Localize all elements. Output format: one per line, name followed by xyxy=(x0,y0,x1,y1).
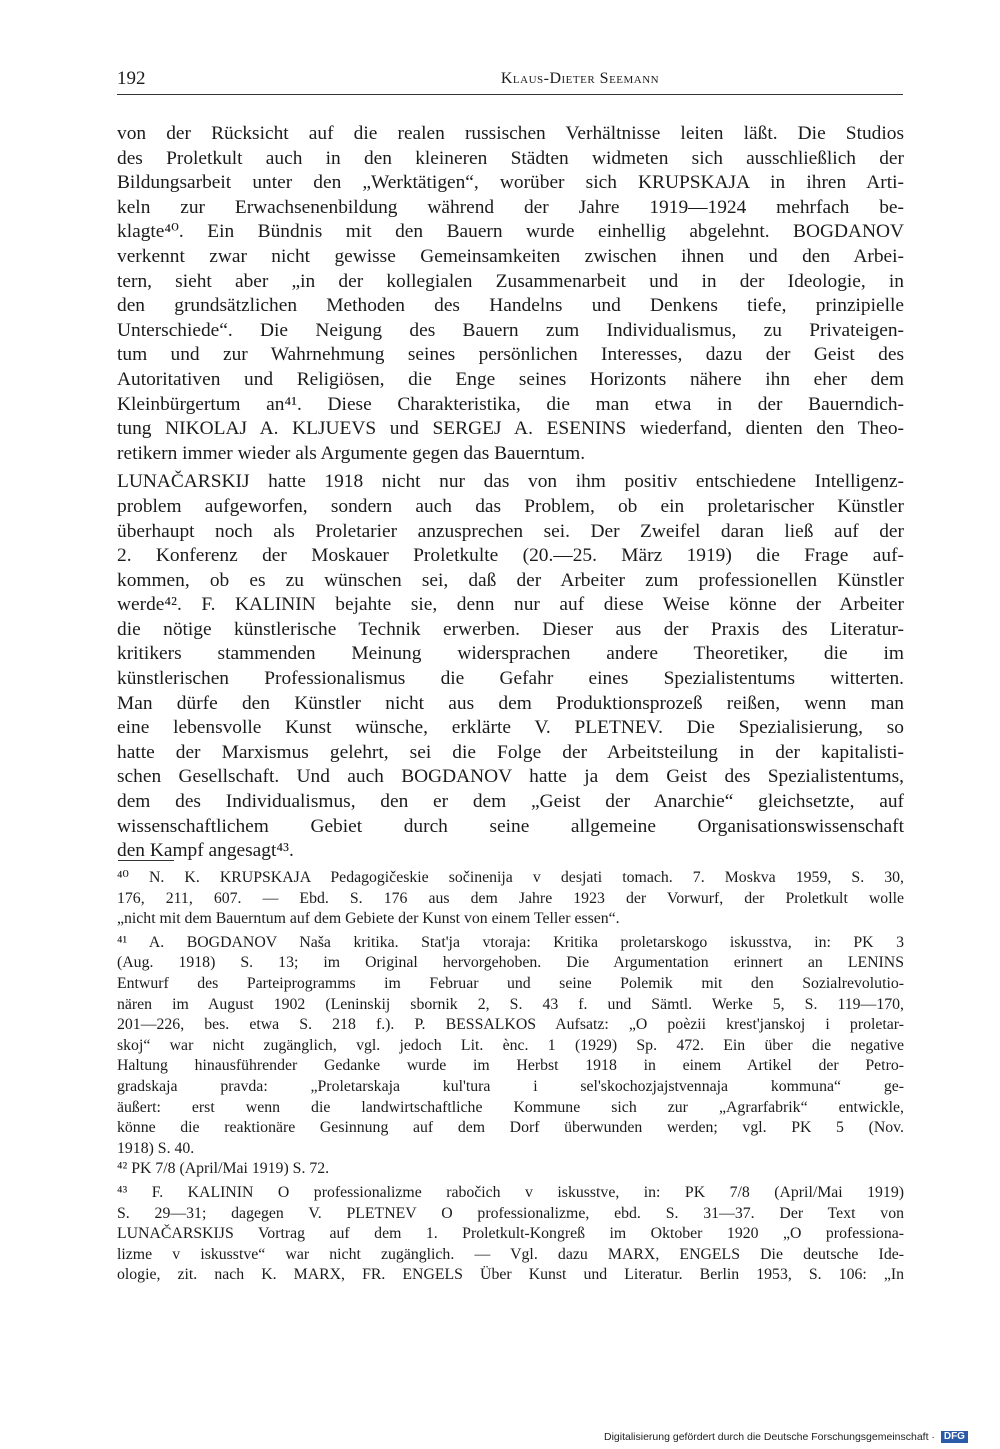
footnote-line: lizme v iskusstve“ war nicht zugänglich. — Vgl. dazu MARX, ENGELS Die deutsche Ide- xyxy=(117,1245,904,1263)
footnote-line: könne die reaktionäre Gesinnung auf dem Dorf überwunden werden; vgl. PK 5 (Nov. xyxy=(117,1119,904,1137)
footnote-line: 201—226, bes. etwa S. 218 f.). P. BESSALKOS Aufsatz: „O poèzii krest'janskoj i proletar- xyxy=(117,1016,904,1034)
paragraph-2 xyxy=(117,470,904,864)
footnote-line: ologie, zit. nach K. MARX, FR. ENGELS Über Kunst und Literatur. Berlin 1953, S. 106: „In xyxy=(117,1266,904,1284)
footnote-41 xyxy=(117,933,904,1160)
footnote-43 xyxy=(117,1183,904,1286)
text-line: tern, sieht aber „in der kollegialen Zusammenarbeit und in der Ideologie, in xyxy=(117,270,904,292)
footnote-separator xyxy=(118,860,174,861)
text-line: keln zur Erwachsenenbildung während der Jahre 1919—1924 mehrfach be- xyxy=(117,196,904,218)
credit-text: Digitalisierung gefördert durch die Deutsche Forschungsgemeinschaft · xyxy=(604,1431,935,1443)
text-line: schen Gesellschaft. Und auch BOGDANOV hatte ja dem Geist des Spezialistentums, xyxy=(117,766,904,788)
text-line: Autoritativen und Religiösen, die Enge seines Horizonts nähere ihn eher dem xyxy=(117,368,904,390)
footnote-line: nären im August 1902 (Leninskij sbornik 2, S. 43 f. und Sämtl. Werke 5, S. 119—170, xyxy=(117,995,904,1013)
paragraph-1 xyxy=(117,122,904,466)
text-line: wissenschaftlichem Gebiet durch seine allgemeine Organisationswissenschaft xyxy=(117,815,904,837)
text-line: klagte⁴⁰. Ein Bündnis mit den Bauern wurde einhellig abgelehnt. BOGDANOV xyxy=(117,221,904,243)
running-header-author: Klaus-Dieter Seemann xyxy=(500,70,660,87)
footnotes xyxy=(117,868,904,1286)
footnote-line: Entwurf des Parteiprogramms im Februar und seine Polemik mit den Sozialrevolutio- xyxy=(117,974,904,992)
text-line: tum und zur Wahrnehmung seines persönlichen Interesses, dazu der Geist des xyxy=(117,344,904,366)
body-text xyxy=(117,122,904,864)
digitization-credit xyxy=(604,1431,984,1445)
text-line: Kleinbürgertum an⁴¹. Diese Charakteristika, die man etwa in der Bauerndich- xyxy=(117,393,904,415)
text-line: die nötige künstlerische Technik erwerben. Dieser aus der Praxis des Literatur- xyxy=(117,618,904,640)
text-line: Bildungsarbeit unter den „Werktätigen“, worüber sich KRUPSKAJA in ihren Arti- xyxy=(117,172,904,194)
text-line: den grundsätzlichen Methoden des Handelns und Denkens tiefe, prinzipielle xyxy=(117,295,904,317)
footnote-line: (Aug. 1918) S. 13; im Original hervorgehoben. Die Argumentation erinnert an LENINS xyxy=(117,954,904,972)
text-line: verkennt zwar nicht gewisse Gemeinsamkeiten zwischen ihnen und den Arbei- xyxy=(117,245,904,267)
footnote-line: 1918) S. 40. xyxy=(117,1139,195,1157)
footnote-line: LUNAČARSKIJS Vortrag auf dem 1. Proletkult-Kongreß im Oktober 1920 „O professiona- xyxy=(117,1225,904,1243)
text-line: tung NIKOLAJ A. KLJUEVS und SERGEJ A. ESENINS wiederfand, dienten den Theo- xyxy=(117,418,904,440)
footnote-line: S. 29—31; dagegen V. PLETNEV O professionalizme, ebd. S. 31—37. Der Text von xyxy=(117,1204,904,1222)
footnote-line: Haltung hinausführender Gedanke wurde im Herbst 1918 in einem Artikel der Petro- xyxy=(117,1057,904,1075)
text-line: LUNAČARSKIJ hatte 1918 nicht nur das von ihm positiv entschiedene Intelligenz- xyxy=(117,471,904,493)
footnote-line: ⁴² PK 7/8 (April/Mai 1919) S. 72. xyxy=(117,1160,330,1178)
text-line: künstlerischen Professionalismus die Gefahr eines Spezialistentums witterten. xyxy=(117,668,904,690)
footnote-40 xyxy=(117,868,904,930)
text-line: des Proletkult auch in den kleineren Städten widmeten sich ausschließlich der xyxy=(117,147,904,169)
text-line: dem des Individualismus, den er dem „Geist der Anarchie“ gleichsetzte, auf xyxy=(117,791,904,813)
footnote-42 xyxy=(117,1159,904,1180)
text-line: kommen, ob es zu wünschen sei, daß der Arbeiter zum professionellen Künstler xyxy=(117,569,904,591)
text-line: den Kampf angesagt⁴³. xyxy=(117,840,294,862)
page-number: 192 xyxy=(117,68,146,89)
running-header xyxy=(117,68,903,95)
footnote-line: skoj“ war nicht zugänglich, vgl. jedoch Lit. ènc. 1 (1929) Sp. 472. Ein über die negative xyxy=(117,1036,904,1054)
footnote-line: gradskaja pravda: „Proletarskaja kul'tura i sel'skochozjajstvennaja kommuna“ ge- xyxy=(117,1077,904,1095)
text-line: überhaupt noch als Proletarier anzusprechen sei. Der Zweifel daran ließ auf der xyxy=(117,520,904,542)
text-line: von der Rücksicht auf die realen russischen Verhältnisse leiten läßt. Die Studios xyxy=(117,123,904,144)
footnote-line: ⁴¹ A. BOGDANOV Naša kritika. Stat'ja vtoraja: Kritika proletarskogo iskusstva, in: PK 3 xyxy=(117,933,904,951)
footnote-line: ⁴⁰ N. K. KRUPSKAJA Pedagogičeskie sočinenija v desjati tomach. 7. Moskva 1959, S. 30, xyxy=(117,869,904,886)
text-line: Unterschiede“. Die Neigung des Bauern zum Individualismus, zu Privateigen- xyxy=(117,319,904,341)
dfg-logo: DFG xyxy=(941,1431,968,1443)
footnote-line: „nicht mit dem Bauerntum auf dem Gebiete der Kunst von einem Teller essen“. xyxy=(117,910,620,928)
text-line: Man dürfe den Künstler nicht aus dem Produktionsprozeß reißen, wenn man xyxy=(117,692,904,714)
footnote-line: 176, 211, 607. — Ebd. S. 176 aus dem Jahre 1923 der Vorwurf, der Proletkult wolle xyxy=(117,889,904,907)
footnote-line: ⁴³ F. KALININ O professionalizme rabočich v iskusstve, in: PK 7/8 (April/Mai 1919) xyxy=(117,1183,904,1201)
text-line: problem aufgeworfen, sondern auch das Problem, ob ein proletarischer Künstler xyxy=(117,495,904,517)
footnote-line: äußert: erst wenn die landwirtschaftliche Kommune sich zur „Agrarfabrik“ entwickle, xyxy=(117,1098,904,1116)
text-line: eine lebensvolle Kunst wünsche, erklärte V. PLETNEV. Die Spezialisierung, so xyxy=(117,717,904,739)
text-line: hatte der Marxismus gelehrt, sei die Folge der Arbeitsteilung in der kapitalisti- xyxy=(117,741,904,763)
text-line: retikern immer wieder als Argumente gegen das Bauerntum. xyxy=(117,442,586,464)
text-line: 2. Konferenz der Moskauer Proletkulte (20.—25. März 1919) die Frage auf- xyxy=(117,545,904,567)
text-line: kritikers stammenden Meinung widersprachen andere Theoretiker, die im xyxy=(117,643,904,665)
text-line: werde⁴². F. KALININ bejahte sie, denn nur auf diese Weise könne der Arbeiter xyxy=(117,594,904,616)
